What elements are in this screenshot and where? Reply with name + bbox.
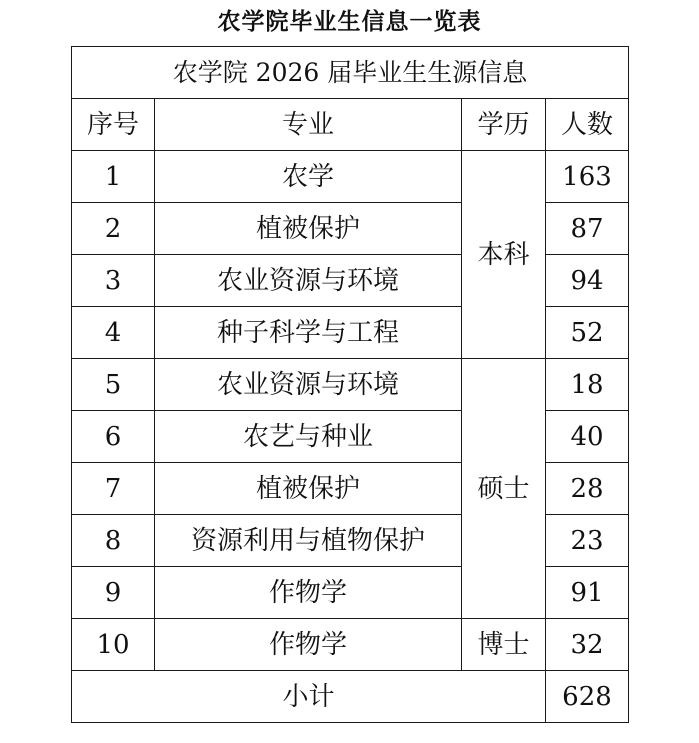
header-degree: 学历: [462, 99, 546, 151]
row-index: 5: [72, 359, 155, 411]
row-index: 7: [72, 463, 155, 515]
table-row: [72, 255, 629, 307]
header-major: 专业: [155, 99, 462, 151]
subtotal-label: 小计: [72, 671, 546, 723]
page-title: 农学院毕业生信息一览表: [217, 9, 482, 35]
row-count: 23: [546, 515, 629, 567]
row-major: 农业资源与环境: [155, 359, 462, 411]
row-count: 28: [546, 463, 629, 515]
subtotal-value: 628: [546, 671, 629, 723]
row-count: 91: [546, 567, 629, 619]
row-count: 94: [546, 255, 629, 307]
row-index: 9: [72, 567, 155, 619]
table-caption: 农学院 2026 届毕业生生源信息: [72, 47, 629, 99]
table-row: [72, 203, 629, 255]
row-count: 40: [546, 411, 629, 463]
graduate-table: [71, 46, 629, 723]
row-major: 农业资源与环境: [155, 255, 462, 307]
row-index: 1: [72, 151, 155, 203]
row-count: 87: [546, 203, 629, 255]
caption-row: [72, 47, 629, 99]
row-count: 32: [546, 619, 629, 671]
degree-doctor: 博士: [462, 619, 546, 671]
row-major: 种子科学与工程: [155, 307, 462, 359]
row-major: 作物学: [155, 619, 462, 671]
row-major: 作物学: [155, 567, 462, 619]
row-index: 3: [72, 255, 155, 307]
table-row: [72, 151, 629, 203]
table-row: [72, 411, 629, 463]
row-index: 6: [72, 411, 155, 463]
row-index: 4: [72, 307, 155, 359]
row-major: 植被保护: [155, 463, 462, 515]
row-major: 农学: [155, 151, 462, 203]
table-row: [72, 619, 629, 671]
row-index: 10: [72, 619, 155, 671]
table-row: [72, 307, 629, 359]
row-major: 植被保护: [155, 203, 462, 255]
table-row: [72, 463, 629, 515]
header-index: 序号: [72, 99, 155, 151]
row-count: 163: [546, 151, 629, 203]
table-row: [72, 515, 629, 567]
degree-bachelor: 本科: [462, 151, 546, 359]
table-row: [72, 359, 629, 411]
row-major: 资源利用与植物保护: [155, 515, 462, 567]
row-count: 52: [546, 307, 629, 359]
row-major: 农艺与种业: [155, 411, 462, 463]
table-row: [72, 567, 629, 619]
row-count: 18: [546, 359, 629, 411]
degree-master: 硕士: [462, 359, 546, 619]
subtotal-row: [72, 671, 629, 723]
row-index: 2: [72, 203, 155, 255]
header-row: [72, 99, 629, 151]
row-index: 8: [72, 515, 155, 567]
header-count: 人数: [546, 99, 629, 151]
